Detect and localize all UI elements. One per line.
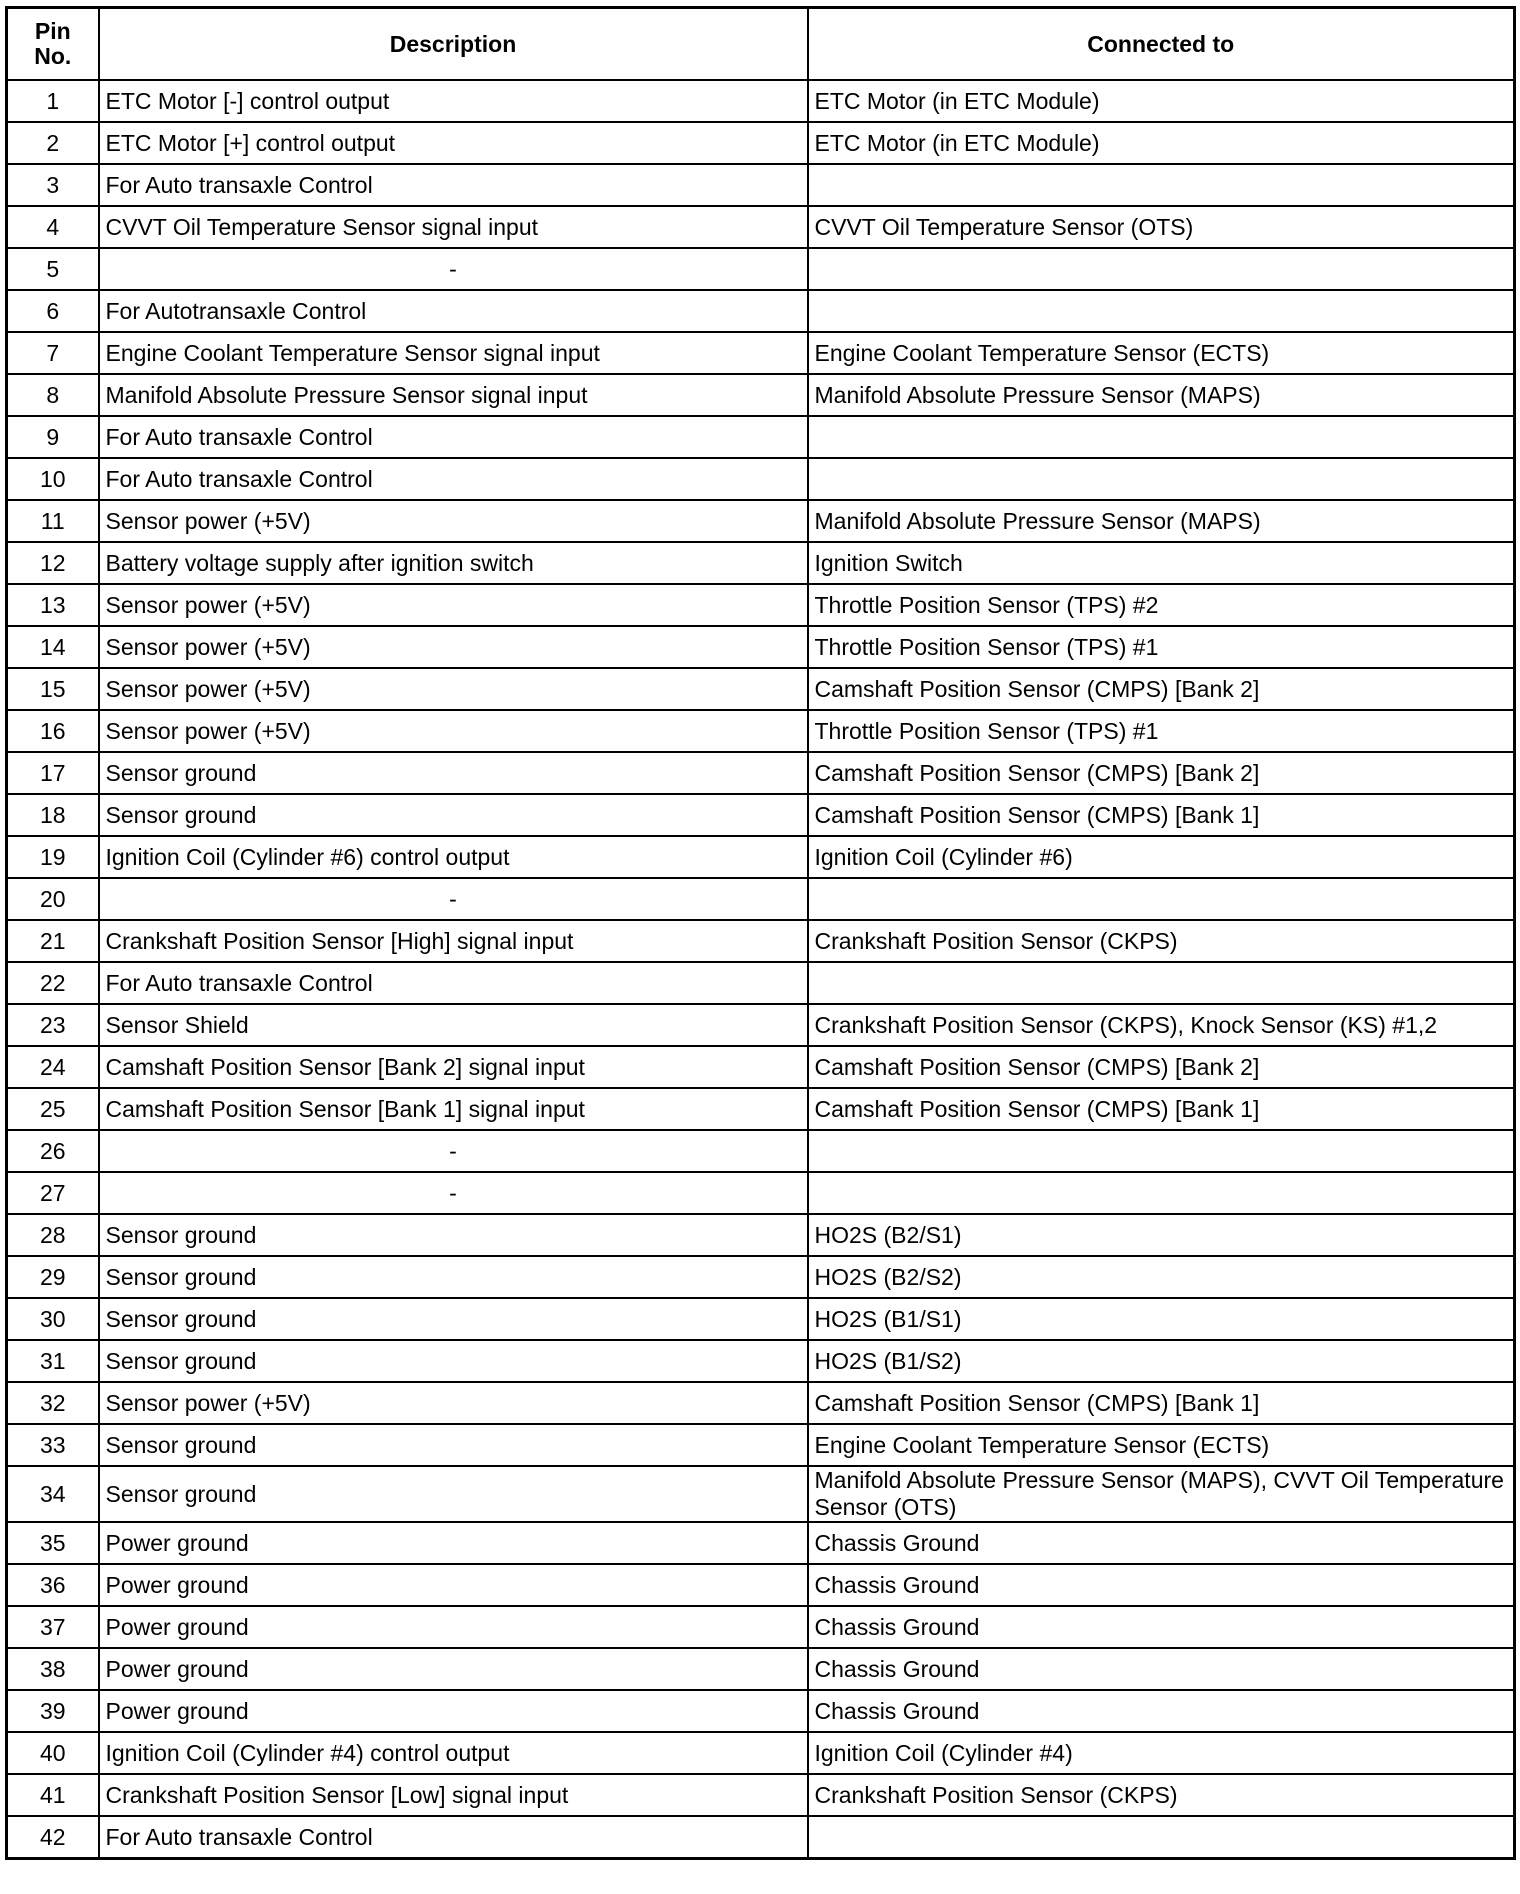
description-cell: ETC Motor [+] control output xyxy=(99,122,808,164)
description-cell: Power ground xyxy=(99,1564,808,1606)
description-cell: For Auto transaxle Control xyxy=(99,1816,808,1859)
connected-cell xyxy=(808,1172,1515,1214)
description-cell: Crankshaft Position Sensor [High] signal input xyxy=(99,920,808,962)
connected-cell: Manifold Absolute Pressure Sensor (MAPS) xyxy=(808,374,1515,416)
pin-cell: 40 xyxy=(7,1732,99,1774)
pin-cell: 18 xyxy=(7,794,99,836)
header-pin-label: Pin No. xyxy=(34,17,72,69)
table-row xyxy=(7,290,1515,332)
description-cell: Ignition Coil (Cylinder #6) control output xyxy=(99,836,808,878)
pin-cell: 11 xyxy=(7,500,99,542)
pin-cell: 28 xyxy=(7,1214,99,1256)
description-cell: Manifold Absolute Pressure Sensor signal input xyxy=(99,374,808,416)
pin-cell: 10 xyxy=(7,458,99,500)
table-row xyxy=(7,1382,1515,1424)
table-row xyxy=(7,374,1515,416)
connected-cell: HO2S (B2/S2) xyxy=(808,1256,1515,1298)
description-cell: Sensor power (+5V) xyxy=(99,500,808,542)
connected-cell xyxy=(808,458,1515,500)
table-row xyxy=(7,1214,1515,1256)
table-row xyxy=(7,1172,1515,1214)
connected-cell: Chassis Ground xyxy=(808,1606,1515,1648)
connected-cell: ETC Motor (in ETC Module) xyxy=(808,122,1515,164)
pin-cell: 6 xyxy=(7,290,99,332)
pin-cell: 25 xyxy=(7,1088,99,1130)
pin-cell: 38 xyxy=(7,1648,99,1690)
header-description: Description xyxy=(99,8,808,81)
description-cell: Sensor power (+5V) xyxy=(99,668,808,710)
description-cell: Sensor ground xyxy=(99,1256,808,1298)
pin-cell: 13 xyxy=(7,584,99,626)
connected-cell: Crankshaft Position Sensor (CKPS) xyxy=(808,1774,1515,1816)
connected-cell xyxy=(808,878,1515,920)
connected-cell: HO2S (B1/S2) xyxy=(808,1340,1515,1382)
connected-cell: Camshaft Position Sensor (CMPS) [Bank 1] xyxy=(808,1382,1515,1424)
connected-cell: Chassis Ground xyxy=(808,1564,1515,1606)
table-row xyxy=(7,584,1515,626)
table-row xyxy=(7,1424,1515,1466)
pin-cell: 7 xyxy=(7,332,99,374)
header-pin xyxy=(7,8,99,81)
pin-cell: 39 xyxy=(7,1690,99,1732)
description-cell: For Auto transaxle Control xyxy=(99,458,808,500)
connected-cell: Camshaft Position Sensor (CMPS) [Bank 1] xyxy=(808,1088,1515,1130)
description-cell: Engine Coolant Temperature Sensor signal input xyxy=(99,332,808,374)
connected-cell: ETC Motor (in ETC Module) xyxy=(808,80,1515,122)
table-row xyxy=(7,458,1515,500)
connected-cell: Ignition Coil (Cylinder #4) xyxy=(808,1732,1515,1774)
connected-cell xyxy=(808,416,1515,458)
table-row xyxy=(7,1606,1515,1648)
connected-cell xyxy=(808,962,1515,1004)
table-row xyxy=(7,80,1515,122)
description-cell: Power ground xyxy=(99,1522,808,1564)
connected-cell: HO2S (B1/S1) xyxy=(808,1298,1515,1340)
connected-cell: Camshaft Position Sensor (CMPS) [Bank 2] xyxy=(808,752,1515,794)
description-cell: Ignition Coil (Cylinder #4) control output xyxy=(99,1732,808,1774)
table-row xyxy=(7,668,1515,710)
table-row xyxy=(7,416,1515,458)
pin-cell: 5 xyxy=(7,248,99,290)
pin-cell: 37 xyxy=(7,1606,99,1648)
table-row xyxy=(7,1648,1515,1690)
connected-cell: Camshaft Position Sensor (CMPS) [Bank 2] xyxy=(808,668,1515,710)
table-row xyxy=(7,542,1515,584)
description-cell: Sensor ground xyxy=(99,1340,808,1382)
table-row xyxy=(7,1564,1515,1606)
pin-cell: 31 xyxy=(7,1340,99,1382)
connected-cell: Throttle Position Sensor (TPS) #2 xyxy=(808,584,1515,626)
pin-cell: 34 xyxy=(7,1466,99,1522)
table-row xyxy=(7,710,1515,752)
pin-cell: 3 xyxy=(7,164,99,206)
connected-cell: Camshaft Position Sensor (CMPS) [Bank 1] xyxy=(808,794,1515,836)
pin-cell: 35 xyxy=(7,1522,99,1564)
description-cell: - xyxy=(99,878,808,920)
table-row xyxy=(7,206,1515,248)
connected-cell: Crankshaft Position Sensor (CKPS) xyxy=(808,920,1515,962)
header-row xyxy=(7,8,1515,81)
connected-cell: HO2S (B2/S1) xyxy=(808,1214,1515,1256)
table-row xyxy=(7,1256,1515,1298)
connected-cell: Engine Coolant Temperature Sensor (ECTS) xyxy=(808,1424,1515,1466)
table-row xyxy=(7,1340,1515,1382)
connected-cell: CVVT Oil Temperature Sensor (OTS) xyxy=(808,206,1515,248)
description-cell: Sensor power (+5V) xyxy=(99,710,808,752)
table-row xyxy=(7,248,1515,290)
connected-cell: Chassis Ground xyxy=(808,1690,1515,1732)
pin-cell: 14 xyxy=(7,626,99,668)
table-row xyxy=(7,332,1515,374)
pin-cell: 2 xyxy=(7,122,99,164)
connected-cell: Engine Coolant Temperature Sensor (ECTS) xyxy=(808,332,1515,374)
table-body xyxy=(7,80,1515,1859)
description-cell: Sensor ground xyxy=(99,1214,808,1256)
connected-cell: Ignition Switch xyxy=(808,542,1515,584)
pin-cell: 1 xyxy=(7,80,99,122)
description-cell: Battery voltage supply after ignition switch xyxy=(99,542,808,584)
connected-cell: Throttle Position Sensor (TPS) #1 xyxy=(808,626,1515,668)
connected-cell xyxy=(808,248,1515,290)
pin-cell: 8 xyxy=(7,374,99,416)
table-row xyxy=(7,122,1515,164)
table-row xyxy=(7,1004,1515,1046)
table-row xyxy=(7,626,1515,668)
connected-cell xyxy=(808,164,1515,206)
table-row xyxy=(7,1088,1515,1130)
table-row xyxy=(7,794,1515,836)
description-cell: - xyxy=(99,248,808,290)
pin-cell: 21 xyxy=(7,920,99,962)
description-cell: - xyxy=(99,1172,808,1214)
table-row xyxy=(7,1298,1515,1340)
table-row xyxy=(7,1466,1515,1522)
pin-cell: 17 xyxy=(7,752,99,794)
table-row xyxy=(7,1046,1515,1088)
connected-cell xyxy=(808,1130,1515,1172)
description-cell: Sensor ground xyxy=(99,1298,808,1340)
description-cell: For Auto transaxle Control xyxy=(99,962,808,1004)
pin-cell: 29 xyxy=(7,1256,99,1298)
pin-table xyxy=(5,6,1516,1860)
connected-cell: Ignition Coil (Cylinder #6) xyxy=(808,836,1515,878)
connected-cell: Manifold Absolute Pressure Sensor (MAPS), CVVT Oil Temperature Sensor (OTS) xyxy=(808,1466,1515,1522)
pin-cell: 20 xyxy=(7,878,99,920)
description-cell: Power ground xyxy=(99,1606,808,1648)
table-row xyxy=(7,1816,1515,1859)
pin-cell: 12 xyxy=(7,542,99,584)
connected-cell: Crankshaft Position Sensor (CKPS), Knock Sensor (KS) #1,2 xyxy=(808,1004,1515,1046)
pin-cell: 36 xyxy=(7,1564,99,1606)
pin-cell: 42 xyxy=(7,1816,99,1859)
description-cell: - xyxy=(99,1130,808,1172)
connected-cell: Manifold Absolute Pressure Sensor (MAPS) xyxy=(808,500,1515,542)
table-row xyxy=(7,164,1515,206)
pin-cell: 19 xyxy=(7,836,99,878)
pin-cell: 26 xyxy=(7,1130,99,1172)
description-cell: Sensor Shield xyxy=(99,1004,808,1046)
description-cell: Crankshaft Position Sensor [Low] signal input xyxy=(99,1774,808,1816)
table-row xyxy=(7,962,1515,1004)
description-cell: Camshaft Position Sensor [Bank 2] signal input xyxy=(99,1046,808,1088)
description-cell: Sensor ground xyxy=(99,794,808,836)
description-cell: Camshaft Position Sensor [Bank 1] signal input xyxy=(99,1088,808,1130)
table-row xyxy=(7,1522,1515,1564)
pin-cell: 41 xyxy=(7,1774,99,1816)
table-row xyxy=(7,878,1515,920)
table-row xyxy=(7,752,1515,794)
description-cell: CVVT Oil Temperature Sensor signal input xyxy=(99,206,808,248)
description-cell: Power ground xyxy=(99,1690,808,1732)
description-cell: Sensor power (+5V) xyxy=(99,626,808,668)
description-cell: For Auto transaxle Control xyxy=(99,416,808,458)
pin-cell: 33 xyxy=(7,1424,99,1466)
pin-cell: 15 xyxy=(7,668,99,710)
description-cell: Sensor power (+5V) xyxy=(99,1382,808,1424)
description-cell: Sensor ground xyxy=(99,1424,808,1466)
pin-cell: 32 xyxy=(7,1382,99,1424)
table-row xyxy=(7,1690,1515,1732)
pin-cell: 27 xyxy=(7,1172,99,1214)
pin-cell: 16 xyxy=(7,710,99,752)
table-row xyxy=(7,1130,1515,1172)
connected-cell xyxy=(808,1816,1515,1859)
connected-cell: Throttle Position Sensor (TPS) #1 xyxy=(808,710,1515,752)
table-row xyxy=(7,500,1515,542)
connected-cell xyxy=(808,290,1515,332)
pin-cell: 30 xyxy=(7,1298,99,1340)
connected-cell: Camshaft Position Sensor (CMPS) [Bank 2] xyxy=(808,1046,1515,1088)
description-cell: Sensor power (+5V) xyxy=(99,584,808,626)
table-row xyxy=(7,1732,1515,1774)
pin-cell: 23 xyxy=(7,1004,99,1046)
pin-cell: 22 xyxy=(7,962,99,1004)
description-cell: Sensor ground xyxy=(99,1466,808,1522)
description-cell: For Auto transaxle Control xyxy=(99,164,808,206)
table-row xyxy=(7,1774,1515,1816)
connected-cell: Chassis Ground xyxy=(808,1648,1515,1690)
pin-cell: 4 xyxy=(7,206,99,248)
table-row xyxy=(7,836,1515,878)
description-cell: Sensor ground xyxy=(99,752,808,794)
pin-cell: 9 xyxy=(7,416,99,458)
pin-cell: 24 xyxy=(7,1046,99,1088)
description-cell: Power ground xyxy=(99,1648,808,1690)
description-cell: ETC Motor [-] control output xyxy=(99,80,808,122)
connected-cell: Chassis Ground xyxy=(808,1522,1515,1564)
header-connected: Connected to xyxy=(808,8,1515,81)
table-row xyxy=(7,920,1515,962)
description-cell: For Autotransaxle Control xyxy=(99,290,808,332)
